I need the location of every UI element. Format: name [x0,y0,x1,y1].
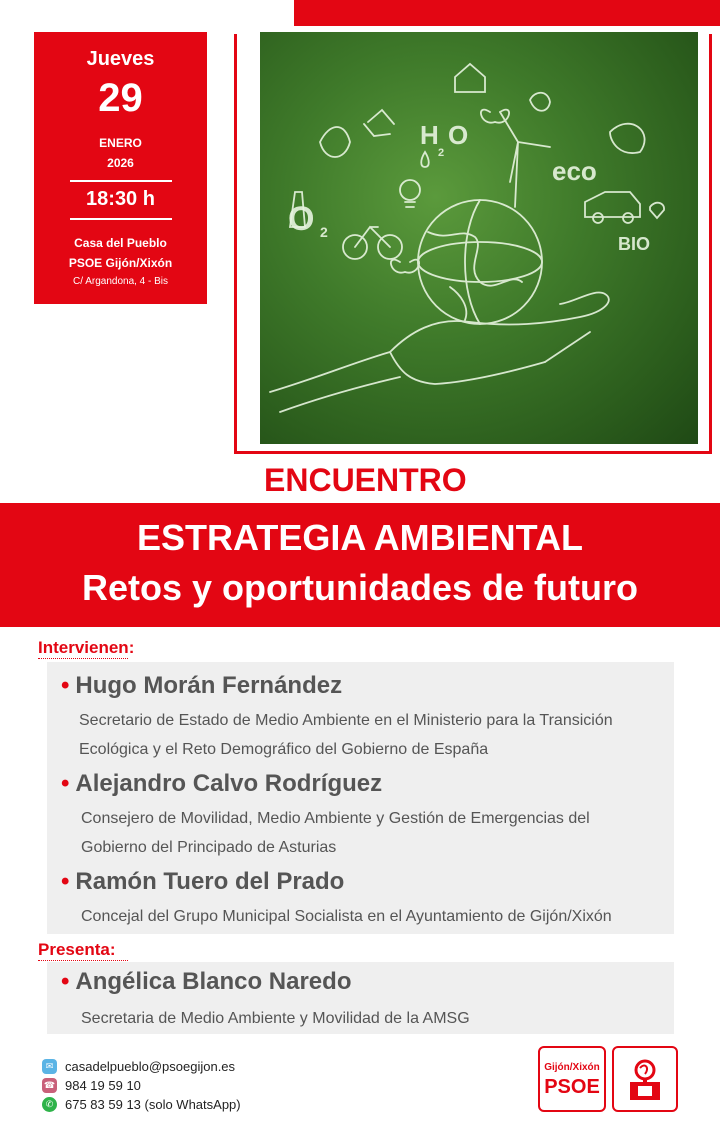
contact-phone[interactable] [42,1076,141,1094]
top-accent-bar [294,0,720,26]
recycle-icon [364,110,394,136]
event-weekday: Jueves [86,48,155,70]
email-icon: ✉ [42,1059,57,1074]
event-title: ESTRATEGIA AMBIENTAL [137,517,583,558]
contact-email[interactable] [42,1057,235,1075]
bullet-icon: • [61,770,70,797]
speaker-role [81,902,641,931]
contact-whatsapp[interactable] [42,1095,241,1113]
bio-label: BIO [618,234,651,254]
event-day: 29 [98,76,143,120]
speakers-label: Intervienen: [38,638,135,657]
divider [38,658,128,659]
venue-address: C/ Argandona, 4 - Bis [72,276,169,287]
event-subtitle: Retos y oportunidades de futuro [81,567,638,608]
event-month: ENERO [99,136,142,150]
eco-label: eco [552,156,597,186]
contact-phone-text: 984 19 59 10 [65,1077,141,1093]
divider [38,960,128,961]
speaker-role-line: Gobierno del Principado de Asturias [81,839,337,856]
divider [70,180,172,182]
headline-banner [0,503,720,627]
speaker-role-line: Secretario de Estado de Medio Ambiente en el Ministerio para la Transición [79,712,613,729]
speaker-role-line: Ecológica y el Reto Demográfico del Gobierno de España [79,741,489,758]
speaker-name: Alejandro Calvo Rodríguez [75,770,383,797]
bullet-icon: • [61,868,70,895]
speaker-role [81,804,641,862]
speaker-role [79,706,639,764]
whatsapp-icon: ✆ [42,1097,57,1112]
logo-city: Gijón/Xixón [544,1062,600,1073]
phone-icon: ☎ [42,1078,57,1093]
eco-illustration [260,32,698,444]
event-time: 18:30 h [86,188,155,210]
o2-o-label: O [288,200,315,238]
globe-icon [418,200,542,324]
presenter-panel [47,962,674,1034]
psoe-gijon-logo [538,1046,606,1112]
speaker-name: Hugo Morán Fernández [75,672,343,699]
wind-turbine-icon [500,112,550,207]
presenter-name: Angélica Blanco Naredo [75,968,352,995]
speaker-item [61,868,344,896]
speaker-role-line: Consejero de Movilidad, Medio Ambiente y Gestión de Emergencias del [81,810,590,827]
o2-2-label: 2 [320,224,328,240]
house-icon [455,64,485,92]
speakers-panel [47,662,674,934]
event-kicker: ENCUENTRO [264,462,467,498]
h2o-o-label: O [448,120,469,150]
hand-outline [270,293,609,392]
bullet-icon: • [61,672,70,699]
event-year: 2026 [107,156,134,170]
logo-party: PSOE [544,1076,600,1098]
presenter-label: Presenta: [38,940,116,959]
eco-sketch-svg [260,32,698,444]
h2o-h-label: H [420,120,439,150]
contact-email-text: casadelpueblo@psoegijon.es [65,1058,236,1074]
speaker-item [61,672,342,700]
bullet-icon: • [61,968,70,995]
speaker-name: Ramón Tuero del Prado [75,868,345,895]
speaker-role-line: Concejal del Grupo Municipal Socialista en el Ayuntamiento de Gijón/Xixón [81,908,612,925]
presenter-role: Secretaria de Medio Ambiente y Movilidad de la AMSG [81,1010,470,1027]
presenter-item [61,968,351,996]
psoe-rose-icon [614,1048,676,1110]
venue-organization: PSOE Gijón/Xixón [68,256,173,270]
psoe-rose-logo [612,1046,678,1112]
event-date-box [34,32,207,304]
divider [70,218,172,220]
speaker-item [61,770,382,798]
h2o-2-label: 2 [438,147,445,159]
venue-name: Casa del Pueblo [74,236,167,250]
contact-whatsapp-text: 675 83 59 13 (solo WhatsApp) [65,1096,241,1112]
